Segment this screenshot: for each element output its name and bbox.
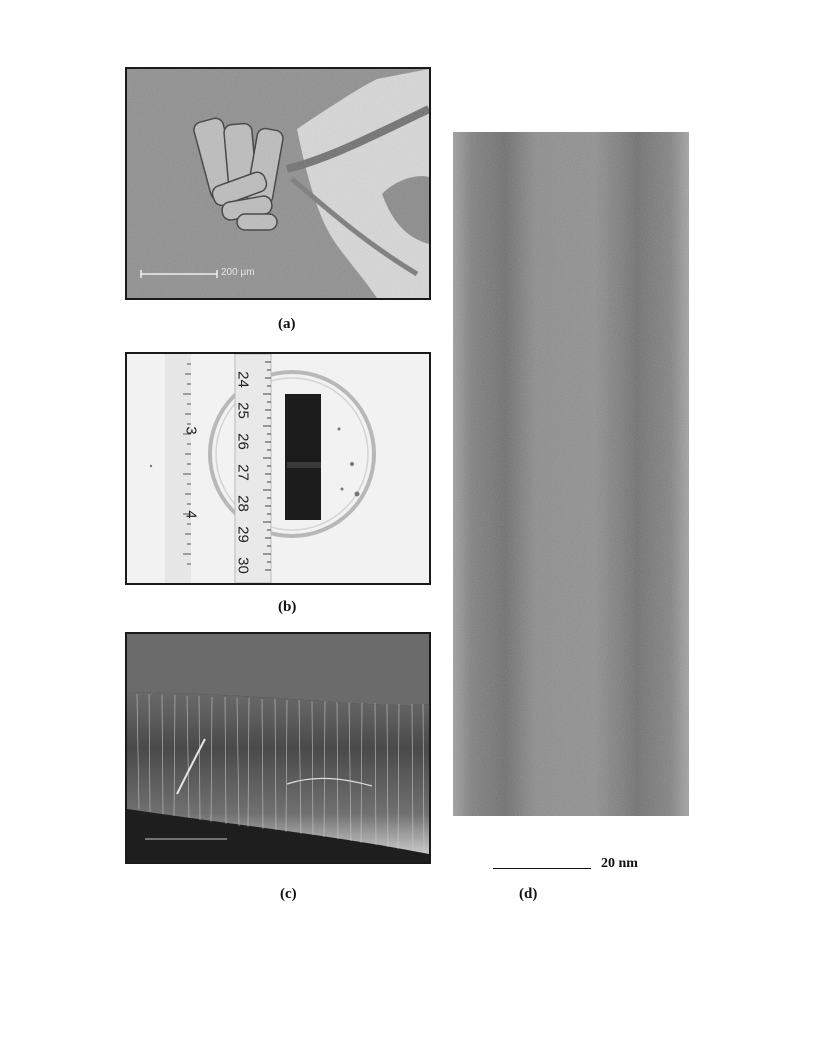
ruler-number: 30 <box>234 557 252 574</box>
panel-a-image <box>125 67 431 300</box>
panel-d-image <box>453 132 689 816</box>
ruler-number: 28 <box>234 495 252 512</box>
ruler-number: 25 <box>234 402 252 419</box>
panel-c-caption: (c) <box>280 886 297 902</box>
panel-b-image <box>125 352 431 585</box>
ruler-number: 29 <box>234 526 252 543</box>
panel-d-caption: (d) <box>519 886 538 902</box>
panel-d-scale-bar <box>493 868 591 869</box>
ruler-number: 26 <box>234 433 252 450</box>
panel-c-image <box>125 632 431 864</box>
ruler-number: 27 <box>234 464 252 481</box>
panel-a-scale-label: 200 µm <box>221 267 255 278</box>
ruler-number: 24 <box>234 371 252 388</box>
panel-d-scale-label: 20 nm <box>601 856 638 871</box>
ruler-left-number: 3 <box>182 426 200 435</box>
ruler-left-number: 4 <box>182 510 200 519</box>
panel-a-caption: (a) <box>278 316 296 332</box>
panel-b-caption: (b) <box>278 599 297 615</box>
